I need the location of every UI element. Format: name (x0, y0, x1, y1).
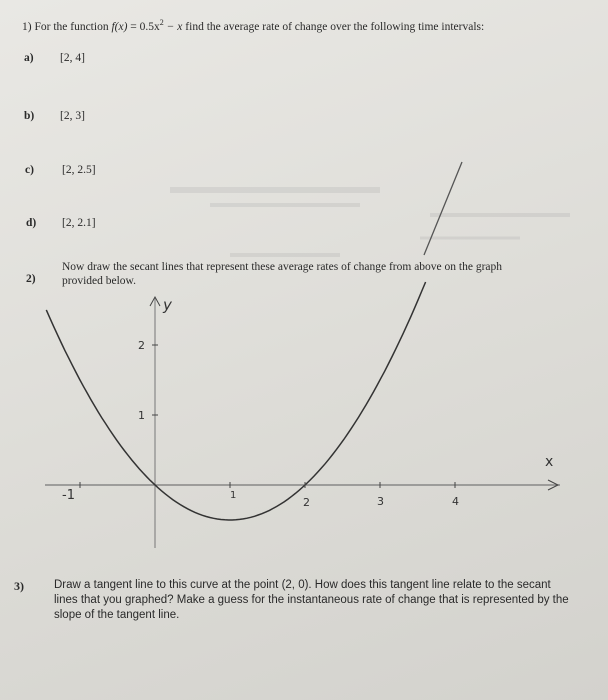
y-axis-label: y (163, 296, 172, 314)
question-2-line-2: provided below. (62, 275, 136, 287)
function-rhs-b: − x (163, 20, 183, 33)
hand-drawn-line (424, 162, 462, 255)
parabola-curve (46, 282, 425, 520)
x-tick-label-3: 3 (377, 495, 384, 508)
x-tick-label-2: 2 (303, 496, 310, 509)
part-a-interval: [2, 4] (60, 52, 85, 64)
y-tick-label-2: 2 (138, 339, 145, 352)
question-2-line-1: Now draw the secant lines that represent these average rates of change from above on the graph (62, 261, 503, 273)
part-b-label: b) (24, 110, 35, 122)
question-3-line-3: slope of the tangent line. (54, 609, 180, 621)
x-tick-label-neg1: -1 (62, 488, 75, 503)
bleed-through-marks (170, 190, 570, 255)
question-3-line-1: Draw a tangent line to this curve at the point (2, 0). How does this tangent line relate to the secant (54, 579, 551, 591)
question-1-number: 1) (22, 20, 32, 33)
part-c-label: c) (25, 164, 34, 176)
question-1-suffix: find the average rate of change over the following time intervals: (185, 20, 485, 33)
function-lhs: f(x) (111, 20, 128, 33)
question-1-prefix: For the function (34, 20, 109, 33)
y-tick-label-1: 1 (138, 409, 145, 422)
question-2-number: 2) (26, 273, 36, 285)
function-rhs-a: 0.5x (139, 20, 160, 33)
x-tick-label-1: 1 (230, 490, 237, 501)
x-axis-label: x (545, 454, 554, 470)
function-exponent: 2 (159, 18, 164, 27)
part-d-label: d) (26, 217, 37, 229)
x-tick-label-4: 4 (452, 495, 459, 508)
part-c-interval: [2, 2.5] (62, 164, 96, 176)
question-3-line-2: lines that you graphed? Make a guess for the instantaneous rate of change that is represented by the (54, 594, 569, 606)
question-3-number: 3) (14, 579, 24, 593)
part-d-interval: [2, 2.1] (62, 217, 96, 229)
part-a-label: a) (24, 52, 34, 64)
equals-sign: = (130, 20, 137, 33)
part-b-interval: [2, 3] (60, 110, 85, 122)
